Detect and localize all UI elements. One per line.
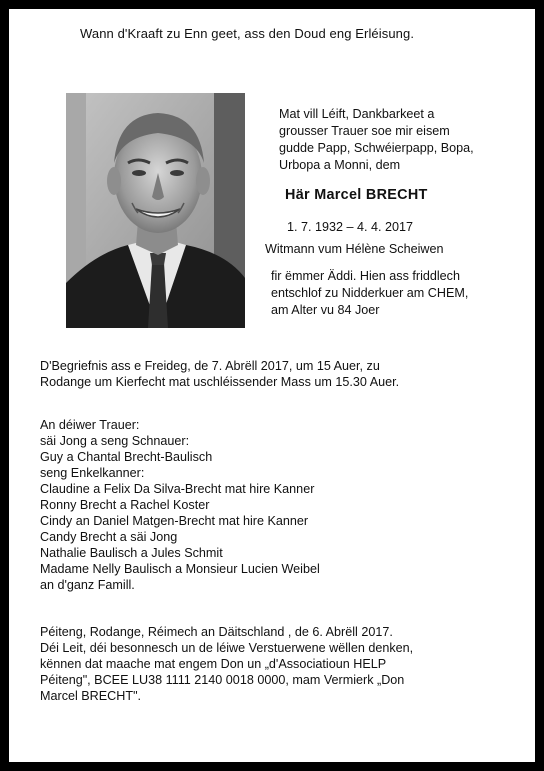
widower-of-line: Witmann vum Hélène Scheiwen <box>265 242 444 256</box>
mourners-line: Cindy an Daniel Matgen-Brecht mat hire Kanner <box>40 514 309 528</box>
funeral-line: D'Begriefnis ass e Freideg, de 7. Abrëll 2017, um 15 Auer, zu <box>40 359 380 373</box>
passing-line: entschlof zu Nidderkuer am CHEM, <box>271 286 469 300</box>
passing-line: fir ëmmer Äddi. Hien ass friddlech <box>271 269 460 283</box>
mourners-line: säi Jong a seng Schnauer: <box>40 434 190 448</box>
passing-line: am Alter vu 84 Joer <box>271 303 380 317</box>
mourners-line: An déiwer Trauer: <box>40 418 140 432</box>
mourners-line: Madame Nelly Baulisch a Monsieur Lucien Weibel <box>40 562 320 576</box>
intro-line: grousser Trauer soe mir eisem <box>279 124 450 138</box>
funeral-line: Rodange um Kierfecht mat uschléissender Mass um 15.30 Auer. <box>40 375 400 389</box>
mourners-line: Nathalie Baulisch a Jules Schmit <box>40 546 223 560</box>
portrait-photo <box>66 93 245 328</box>
life-dates: 1. 7. 1932 – 4. 4. 2017 <box>287 220 414 234</box>
intro-line: Mat vill Léift, Dankbarkeet a <box>279 107 435 121</box>
closing-line: Péiteng, Rodange, Réimech an Däitschland , de 6. Abrëll 2017. <box>40 625 393 639</box>
intro-line: gudde Papp, Schwéierpapp, Bopa, <box>279 141 474 155</box>
mourners-line: seng Enkelkanner: <box>40 466 145 480</box>
closing-line: Péiteng", BCEE LU38 1111 2140 0018 0000, mam Vermierk „Don <box>40 673 405 687</box>
closing-line: Déi Leit, déi besonnesch un de léiwe Verstuerwene wëllen denken, <box>40 641 414 655</box>
motto-line: Wann d'Kraaft zu Enn geet, ass den Doud eng Erléisung. <box>80 26 415 41</box>
mourners-line: Candy Brecht a säi Jong <box>40 530 178 544</box>
mourners-line: an d'ganz Famill. <box>40 578 135 592</box>
intro-line: Urbopa a Monni, dem <box>279 158 401 172</box>
mourners-line: Guy a Chantal Brecht-Baulisch <box>40 450 213 464</box>
obituary-page <box>9 9 535 762</box>
deceased-name: Här Marcel BRECHT <box>285 187 428 203</box>
portrait-illustration <box>66 93 245 328</box>
mourners-line: Ronny Brecht a Rachel Koster <box>40 498 210 512</box>
closing-line: Marcel BRECHT". <box>40 689 142 703</box>
closing-line: kënnen dat maache mat engem Don un „d'Associatioun HELP <box>40 657 387 671</box>
mourners-line: Claudine a Felix Da Silva-Brecht mat hire Kanner <box>40 482 315 496</box>
